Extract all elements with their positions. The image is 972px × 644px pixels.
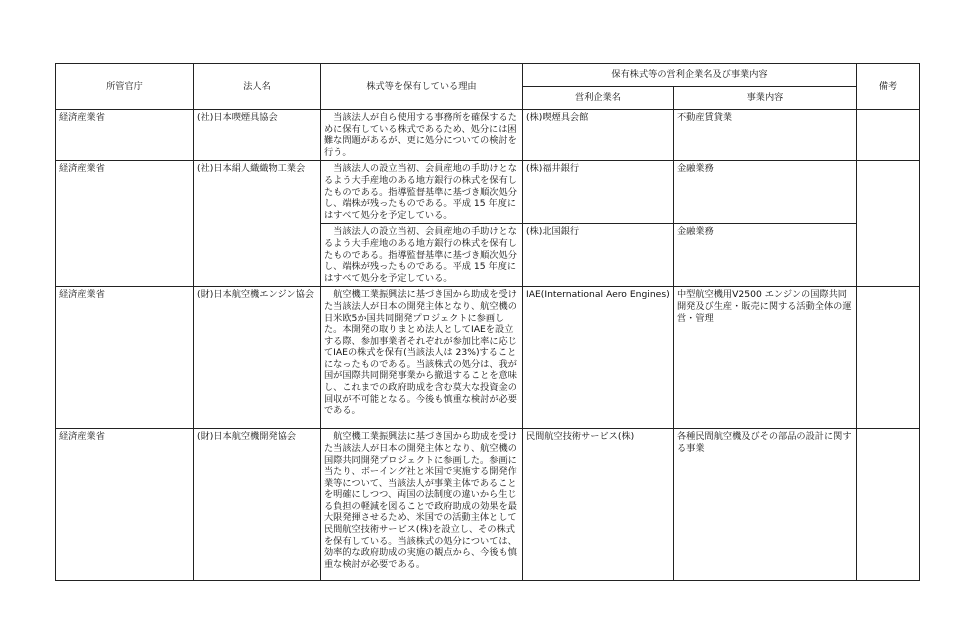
reason-cell: 当該法人の設立当初、会員産地の手助けとなるよう大手産地のある地方銀行の株式を保有したものである。指導監督基準に基づき順次処分し、端株が残ったものである。平成 15 年度にはすべて処分を予定している。 — [321, 161, 523, 224]
company-cell: (株)北国銀行 — [523, 224, 674, 287]
reason-cell: 当該法人の設立当初、会員産地の手助けとなるよう大手産地のある地方銀行の株式を保有したものである。指導監督基準に基づき順次処分し、端株が残ったものである。平成 15 年度にはすべて処分を予定している。 — [321, 224, 523, 287]
corporation-cell: (社)日本喫煙具協会 — [194, 110, 321, 161]
ministry-cell: 経済産業省 — [56, 287, 194, 429]
table-row — [56, 110, 920, 161]
business-cell: 中型航空機用V2500 エンジンの国際共同開発及び生産・販売に関する活動全体の運営・管理 — [674, 287, 857, 429]
business-cell: 不動産賃貸業 — [674, 110, 857, 161]
reason-cell: 当該法人が自ら使用する事務所を確保するために保有している株式であるため、処分には困難な問題があるが、更に処分についての検討を行う。 — [321, 110, 523, 161]
business-cell: 各種民間航空機及びその部品の設計に関する事業 — [674, 429, 857, 581]
remarks-cell — [857, 287, 920, 429]
business-cell: 金融業務 — [674, 161, 857, 224]
company-cell: IAE(International Aero Engines) — [523, 287, 674, 429]
company-cell: 民間航空技術サービス(株) — [523, 429, 674, 581]
header-business: 事業内容 — [674, 87, 857, 110]
table-row — [56, 287, 920, 429]
corporation-cell: (財)日本航空機開発協会 — [194, 429, 321, 581]
table-row — [56, 161, 920, 224]
header-reason: 株式等を保有している理由 — [321, 64, 523, 110]
reason-cell: 航空機工業振興法に基づき国から助成を受けた当該法人が日本の開発主体となり、航空機の国際共同開発プロジェクトに参画した。参画に当たり、ボーイング社と米国で実施する開発作業等について、当該法人が事業主体であることを明確にしつつ、両国の法制度の違いから生じる負担の軽減を図ることで政府助成の効果を最大限発揮させるため、米国での活動主体として民間航空技術サービス(株)を設立し、その株式を保有している。当該株式の処分については、効率的な政府助成の実施の観点から、今後も慎重な検討が必要である。 — [321, 429, 523, 581]
reason-cell: 航空機工業振興法に基づき国から助成を受けた当該法人が日本の開発主体となり、航空機の日米欧5か国共同開発プロジェクトに参画した。本開発の取りまとめ法人としてIAEを設立する際、参加事業者それぞれが参加比率に応じてIAEの株式を保有(当該法人は 23%)することになったものである。当該株式の処分は、我が国が国際共同開発事業から撤退することを意味し、これまでの政府助成を含む莫大な投資金の回収が不可能となる。今後も慎重な検討が必要である。 — [321, 287, 523, 429]
corporation-cell: (財)日本航空機エンジン協会 — [194, 287, 321, 429]
corporation-cell: (社)日本絹人織織物工業会 — [194, 161, 321, 287]
company-cell: (株)福井銀行 — [523, 161, 674, 224]
remarks-cell — [857, 161, 920, 287]
business-cell: 金融業務 — [674, 224, 857, 287]
ministry-cell: 経済産業省 — [56, 429, 194, 581]
header-company: 営利企業名 — [523, 87, 674, 110]
ministry-cell: 経済産業省 — [56, 110, 194, 161]
header-holdings-group: 保有株式等の営利企業名及び事業内容 — [523, 64, 857, 87]
header-ministry: 所管官庁 — [56, 64, 194, 110]
remarks-cell — [857, 110, 920, 161]
header-corporation: 法人名 — [194, 64, 321, 110]
holdings-table — [55, 63, 920, 581]
company-cell: (株)喫煙具会館 — [523, 110, 674, 161]
ministry-cell: 経済産業省 — [56, 161, 194, 287]
table-row — [56, 429, 920, 581]
remarks-cell — [857, 429, 920, 581]
header-remarks: 備考 — [857, 64, 920, 110]
